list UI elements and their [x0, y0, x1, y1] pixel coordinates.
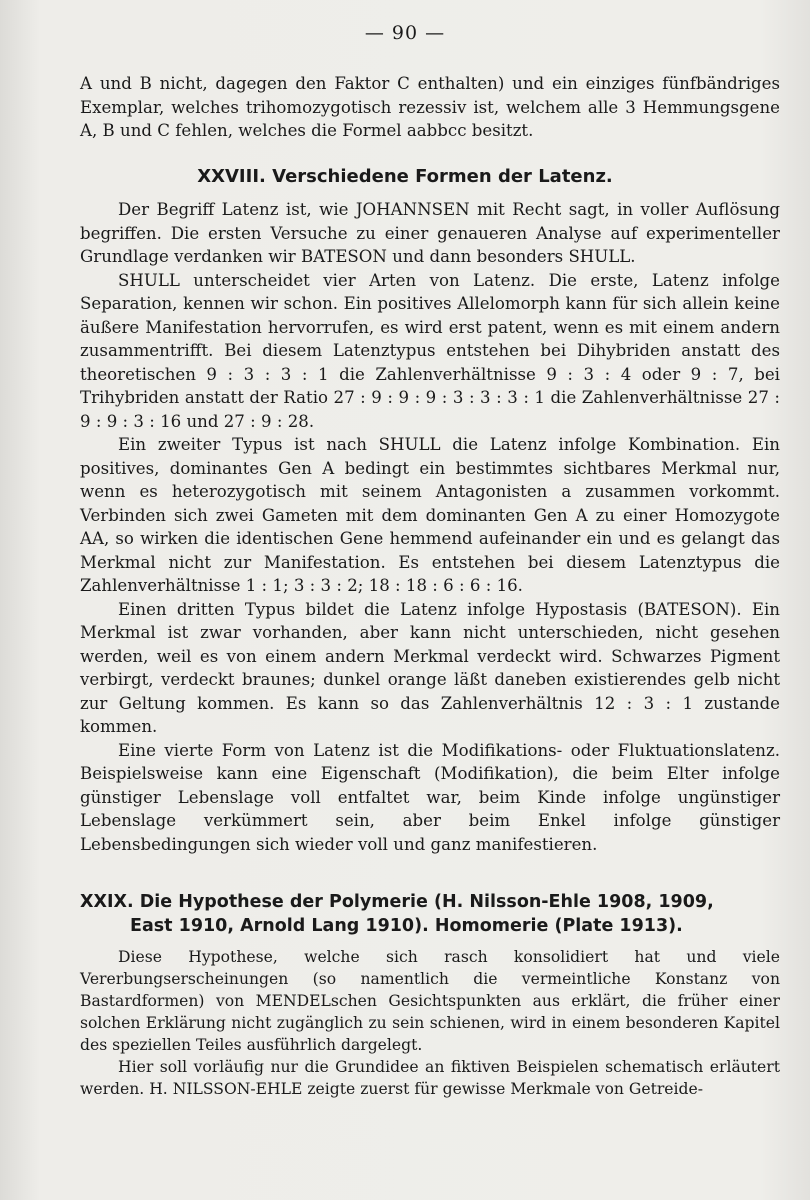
- section-29-heading-line-1: XXIX. Die Hypothese der Polymerie (H. Nilsson-Ehle 1908, 1909,: [80, 892, 714, 912]
- section-28-paragraph-1: Der Begriff Latenz ist, wie JOHANNSEN mit Recht sagt, in voller Auflösung begriffen. Die ersten Versuche zu einer genaueren Analyse auf experimenteller Grundlage verdanken wir BATESON und dann besonders SHULL.: [80, 200, 780, 266]
- intro-paragraph-block: [80, 72, 780, 143]
- section-29-body: [80, 946, 780, 1100]
- section-28-paragraph-5: Eine vierte Form von Latenz ist die Modifikations- oder Fluktuationslatenz. Beispielsweise kann eine Eigenschaft (Modifikation), die beim Elter infolge günstiger Lebenslage voll entfaltet war, beim Kinde infolge ungünstiger Lebenslage verkümmert sein, aber beim Enkel infolge günstiger Lebensbedingungen sich wieder voll und ganz manifestieren.: [80, 740, 780, 854]
- section-28-heading: XXVIII. Verschiedene Formen der Latenz.: [197, 166, 613, 187]
- page-number: — 90 —: [364, 22, 446, 44]
- section-29-paragraph-1: Diese Hypothese, welche sich rasch konsolidiert hat und viele Vererbungserscheinungen (so namentlich die vermeintliche Konstanz von Bastardformen) von MENDELschen Gesichtspunkten aus erklärt, die früher einer solchen Erklärung nicht zugänglich zu sein schienen, wird in einem besonderen Kapitel des speziellen Teiles ausführlich dargelegt.: [80, 948, 780, 1054]
- section-29-heading: [80, 890, 780, 938]
- section-29-heading-line-2: East 1910, Arnold Lang 1910). Homomerie (Plate 1913).: [130, 916, 683, 936]
- section-28-paragraph-4: Einen dritten Typus bildet die Latenz infolge Hypostasis (BATESON). Ein Merkmal ist zwar vorhanden, aber kann nicht unterschieden, nicht gesehen werden, weil es von einem andern Merkmal verdeckt wird. Schwarzes Pigment verbirgt, verdeckt braunes; dunkel orange läßt daneben existierendes gelb nicht zur Geltung kommen. Es kann so das Zahlenverhältnis 12 : 3 : 1 zustande kommen.: [80, 599, 780, 736]
- intro-paragraph: A und B nicht, dagegen den Faktor C enthalten) und ein einziges fünfbändriges Exemplar, welches trihomozygotisch rezessiv ist, welchem alle 3 Hemmungsgene A, B und C fehlen, welches die Formel aabbcc besitzt.: [80, 74, 780, 140]
- section-28-paragraph-2: SHULL unterscheidet vier Arten von Latenz. Die erste, Latenz infolge Separation, kennen wir schon. Ein positives Allelomorph kann für sich allein keine äußere Manifestation hervorrufen, es wird erst patent, wenn es mit einem andern zusammentrifft. Bei diesem Latenztypus entstehen bei Dihybriden anstatt des theoretischen 9 : 3 : 3 : 1 die Zahlenverhältnisse 9 : 3 : 4 oder 9 : 7, bei Trihybriden anstatt der Ratio 27 : 9 : 9 : 9 : 3 : 3 : 3 : 1 die Zahlenverhältnisse 27 : 9 : 9 : 3 : 16 und 27 : 9 : 28.: [80, 270, 780, 431]
- section-28-paragraph-3: Ein zweiter Typus ist nach SHULL die Latenz infolge Kombination. Ein positives, dominantes Gen A bedingt ein bestimmtes sichtbares Merkmal nur, wenn es heterozygotisch mit seinem Antagonisten a zusammen vorkommt. Verbinden sich zwei Gameten mit dem dominanten Gen A zu einer Homozygote AA, so wirken die identischen Gene hemmend aufeinander ein und es gelangt das Merkmal nicht zur Manifestation. Es entstehen bei diesem Latenztypus die Zahlenverhältnisse 1 : 1; 3 : 3 : 2; 18 : 18 : 6 : 6 : 16.: [80, 435, 780, 595]
- section-28-body: [80, 198, 780, 856]
- section-29-paragraph-2: Hier soll vorläufig nur die Grundidee an fiktiven Beispielen schematisch erläutert werden. H. NILSSON-EHLE zeigte zuerst für gewisse Merkmale von Getreide-: [80, 1058, 780, 1098]
